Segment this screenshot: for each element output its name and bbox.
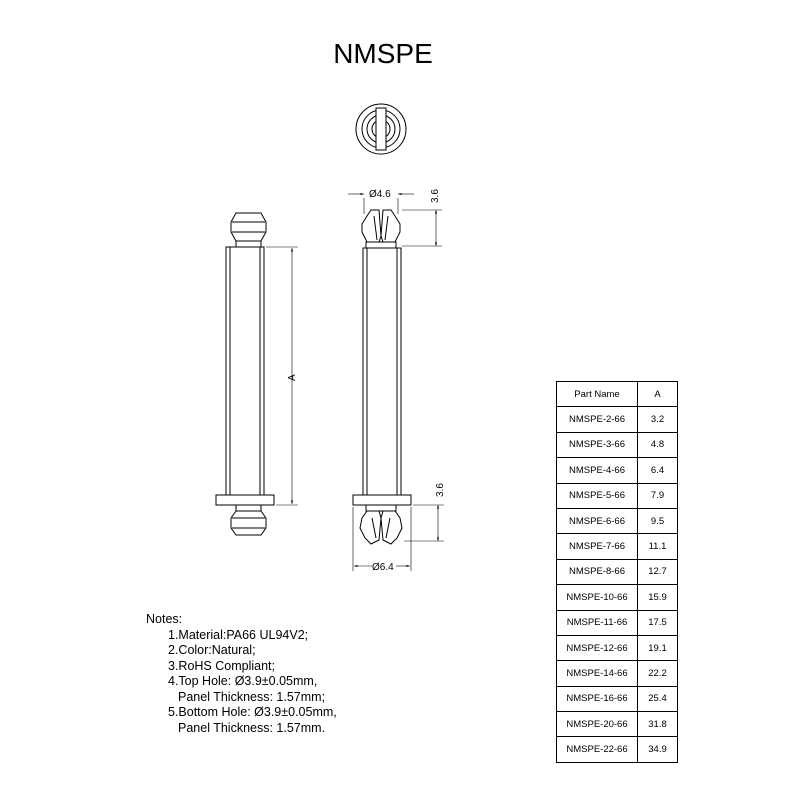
table-row — [557, 737, 678, 762]
table-row — [557, 458, 678, 483]
table-row — [557, 635, 678, 660]
bottom-height-label: 3.6 — [435, 483, 446, 497]
note-item: 2.Color:Natural; — [168, 643, 256, 657]
a-value-cell: 12.7 — [638, 559, 678, 584]
a-value-cell: 6.4 — [638, 458, 678, 483]
a-value-cell: 9.5 — [638, 508, 678, 533]
note-item: 1.Material:PA66 UL94V2; — [168, 627, 309, 642]
a-value-cell: 15.9 — [638, 585, 678, 610]
a-value-cell: 31.8 — [638, 712, 678, 737]
part-name-cell: NMSPE-11-66 — [557, 610, 638, 635]
table-row — [557, 712, 678, 737]
part-name-cell: NMSPE-20-66 — [557, 712, 638, 737]
table-row — [557, 610, 678, 635]
top-height-label: 3.6 — [430, 189, 441, 203]
length-label: A — [287, 374, 298, 381]
part-name-cell: NMSPE-5-66 — [557, 483, 638, 508]
table-row — [557, 508, 678, 533]
notes-heading: Notes: — [146, 612, 183, 626]
a-value-cell: 22.2 — [638, 661, 678, 686]
table-row — [557, 407, 678, 432]
page-title: NMSPE — [333, 38, 433, 69]
table-row — [557, 559, 678, 584]
part-name-cell: NMSPE-2-66 — [557, 407, 638, 432]
parts-table — [556, 381, 678, 763]
a-value-cell: 19.1 — [638, 635, 678, 660]
header-part-name: Part Name — [557, 382, 638, 407]
part-name-cell: NMSPE-12-66 — [557, 635, 638, 660]
note-item: 4.Top Hole: Ø3.9±0.05mm, — [168, 674, 318, 688]
table-row — [557, 686, 678, 711]
table-row — [557, 483, 678, 508]
standoff-side-view — [216, 213, 274, 535]
a-value-cell: 3.2 — [638, 407, 678, 432]
part-name-cell: NMSPE-3-66 — [557, 432, 638, 457]
top-diameter-label: Ø4.6 — [369, 189, 391, 200]
dimension-lines — [266, 194, 444, 571]
table-row — [557, 534, 678, 559]
note-item: Panel Thickness: 1.57mm; — [178, 689, 326, 704]
part-name-cell: NMSPE-6-66 — [557, 508, 638, 533]
a-value-cell: 11.1 — [638, 534, 678, 559]
part-name-cell: NMSPE-7-66 — [557, 534, 638, 559]
table-row — [557, 585, 678, 610]
notes-block — [146, 612, 337, 736]
a-value-cell: 34.9 — [638, 737, 678, 762]
part-name-cell: NMSPE-4-66 — [557, 458, 638, 483]
table-row — [557, 661, 678, 686]
part-name-cell: NMSPE-14-66 — [557, 661, 638, 686]
top-view — [356, 104, 406, 154]
a-value-cell: 17.5 — [638, 610, 678, 635]
part-name-cell: NMSPE-10-66 — [557, 585, 638, 610]
part-name-cell: NMSPE-8-66 — [557, 559, 638, 584]
a-value-cell: 25.4 — [638, 686, 678, 711]
table-header-row — [557, 382, 678, 407]
bottom-diameter-label: Ø6.4 — [372, 562, 394, 573]
a-value-cell: 7.9 — [638, 483, 678, 508]
note-item: 3.RoHS Compliant; — [168, 658, 275, 673]
part-name-cell: NMSPE-16-66 — [557, 686, 638, 711]
header-a: A — [638, 382, 678, 407]
a-value-cell: 4.8 — [638, 432, 678, 457]
table-row — [557, 432, 678, 457]
note-item: Panel Thickness: 1.57mm. — [178, 720, 326, 735]
part-name-cell: NMSPE-22-66 — [557, 737, 638, 762]
standoff-front-view — [353, 210, 411, 544]
note-item: 5.Bottom Hole: Ø3.9±0.05mm, — [168, 705, 337, 719]
